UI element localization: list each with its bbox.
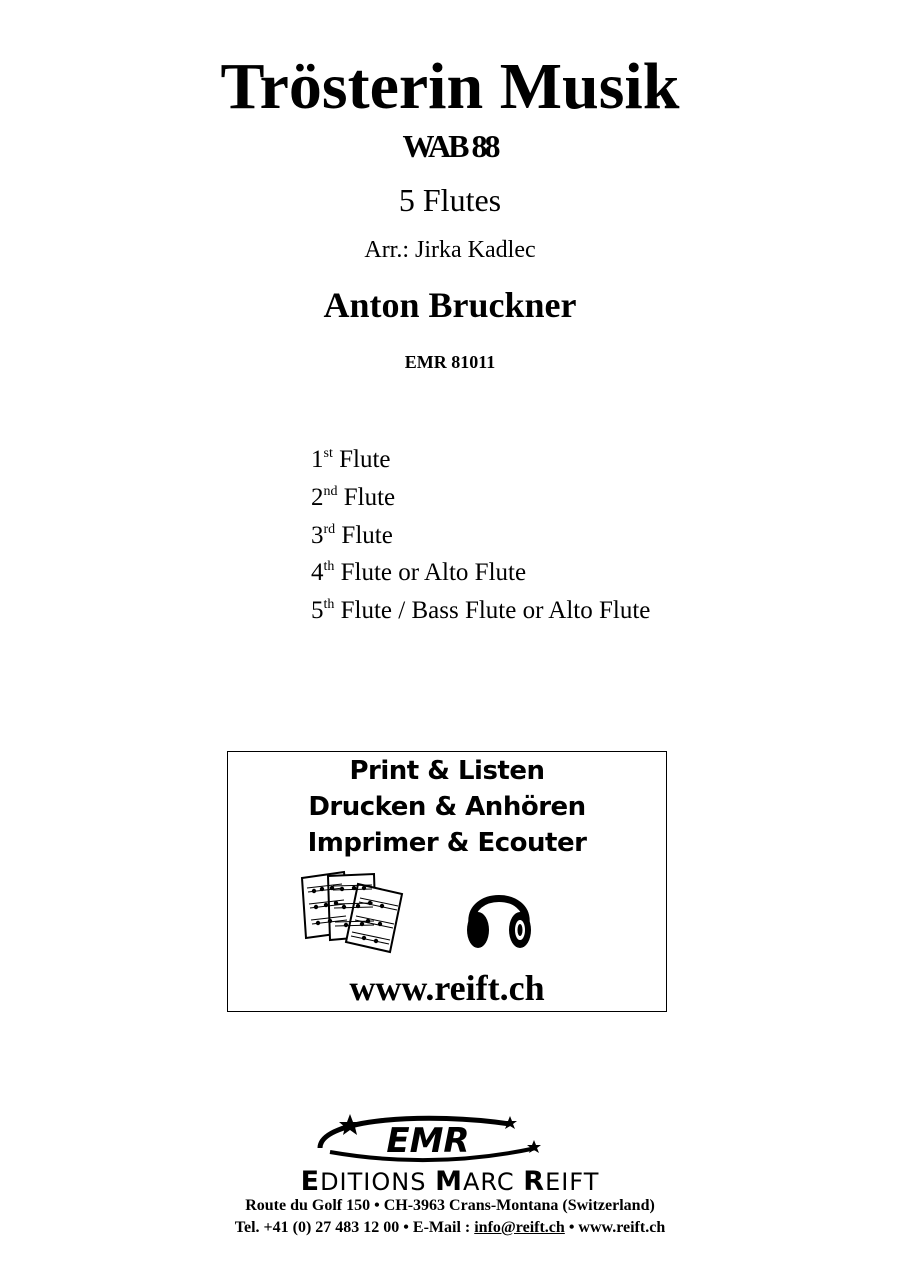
publisher-word: ARC (462, 1168, 524, 1196)
emr-logo-text: EMR (386, 1121, 470, 1161)
part-number: 2 (311, 483, 324, 511)
part-item (311, 479, 650, 517)
part-number: 4 (311, 559, 324, 587)
parts-list (311, 441, 650, 630)
part-item (311, 554, 650, 592)
part-name: Flute or Alto Flute (340, 559, 527, 587)
publisher-word: EIFT (545, 1168, 600, 1196)
part-name: Flute / Bass Flute or Alto Flute (340, 597, 651, 625)
part-item (311, 441, 650, 479)
publisher-word: DITIONS (320, 1168, 436, 1196)
part-ordinal: th (323, 559, 335, 575)
score-title: Trösterin Musik (220, 50, 680, 123)
part-item (311, 592, 650, 630)
publisher-initial: M (435, 1166, 463, 1197)
email-link[interactable]: info@reift.ch (474, 1219, 565, 1236)
phone-text: Tel. +41 (0) 27 483 12 00 • E-Mail : (234, 1219, 475, 1236)
website-text: • www.reift.ch (564, 1219, 666, 1236)
part-number: 1 (311, 446, 324, 473)
part-ordinal: rd (323, 521, 336, 537)
promo-line-en: Print & Listen (349, 756, 545, 786)
edition-number: EMR 81011 (404, 352, 496, 372)
work-catalog-number: WAB 88 (402, 128, 498, 164)
part-number: 5 (311, 597, 324, 625)
publisher-contact (0, 1218, 900, 1238)
promo-line-de: Drucken & Anhören (308, 792, 586, 822)
part-item (311, 517, 650, 555)
publisher-initial: E (300, 1166, 321, 1197)
print-listen-box (227, 751, 667, 1012)
part-name: Flute (339, 446, 391, 473)
headphones-icon (464, 876, 534, 954)
publisher-address: Route du Golf 150 • CH-3963 Crans-Montana (Switzerland) (245, 1197, 655, 1214)
part-name: Flute (341, 521, 393, 549)
arranger: Arr.: Jirka Kadlec (364, 237, 536, 263)
promo-line-fr: Imprimer & Ecouter (307, 828, 587, 858)
part-name: Flute (343, 483, 396, 511)
emr-logo (310, 1110, 550, 1166)
sheet-music-icon (298, 870, 410, 954)
part-ordinal: th (323, 597, 335, 613)
composer: Anton Bruckner (323, 285, 577, 325)
part-ordinal: st (323, 446, 333, 461)
part-ordinal: nd (323, 483, 338, 499)
publisher-name (0, 1168, 900, 1196)
promo-website-link[interactable]: www.reift.ch (349, 968, 545, 1008)
instrumentation: 5 Flutes (398, 182, 502, 218)
part-number: 3 (311, 521, 324, 549)
publisher-initial: R (523, 1166, 546, 1197)
